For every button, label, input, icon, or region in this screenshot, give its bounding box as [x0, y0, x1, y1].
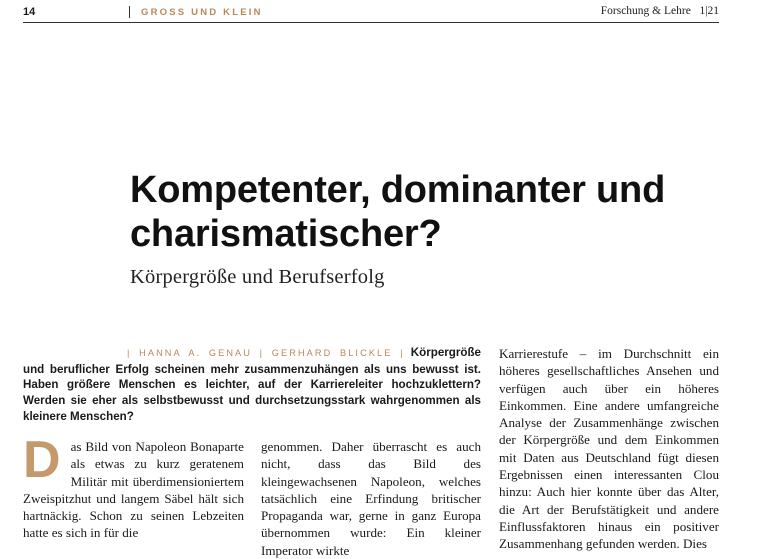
body-column-2 [261, 438, 481, 558]
article-lead [23, 345, 481, 425]
page-number: 14 [23, 6, 36, 18]
lead-text: Körpergröße und beruflicher Erfolg scheinen mehr zusammenzuhängen als uns bewusst ist. Haben größere Menschen es leichter, auf der Karriereleiter hochzuklettern? Werden sie eher als selbstbewusst und durchsetzungsstark wahrgenommen als kleinere Menschen? [23, 346, 481, 423]
page-header [23, 0, 719, 23]
column-1-text: as Bild von Napoleon Bonaparte als etwas zu kurz geratenem Militär mit überdimensioniertem Zweispitzhut und langem Säbel hält sich hartnäckig. Schon zu seinen Lebzeiten hatte es sich in für die [23, 439, 244, 541]
body-column-3 [499, 345, 719, 552]
article-title: Kompetenter, dominanter und charismatischer? [130, 169, 666, 255]
column-2-text: genommen. Daher überrascht es auch nicht, dass das Bild des kleingewachsenen Napoleon, welches tatsächlich eine Erfindung britischer Propaganda war, gerne in ganz Europa übernommen wurde: Ein kleiner Imperator wirkte [261, 439, 481, 558]
section-title: GROSS UND KLEIN [141, 7, 263, 18]
article-subtitle: Körpergröße und Berufserfolg [130, 266, 385, 288]
article-authors: | HANNA A. GENAU | GERHARD BLICKLE | [127, 348, 405, 358]
header-divider [129, 6, 130, 18]
body-column-1 [23, 431, 244, 541]
journal-issue: Forschung & Lehre 1|21 [600, 5, 719, 17]
drop-cap: D [23, 431, 61, 489]
column-3-text: Karrierestufe – im Durchschnitt ein höheres gesellschaftliches Ansehen und verfügen auch über ein höheres Einkommen. Eine andere umfangreiche Analyse der Zusammenhänge zwischen der Körpergröße und dem Einkommen mit Daten aus Deutschland fügt diesen Ergebnissen einen interessanten Clou hinzu: Auch hier konnte über das Alter, die Art der Berufstätigkeit und andere Einflussfaktoren hinaus ein positiver Zusammenhang gefunden werden. Dies [499, 346, 719, 552]
